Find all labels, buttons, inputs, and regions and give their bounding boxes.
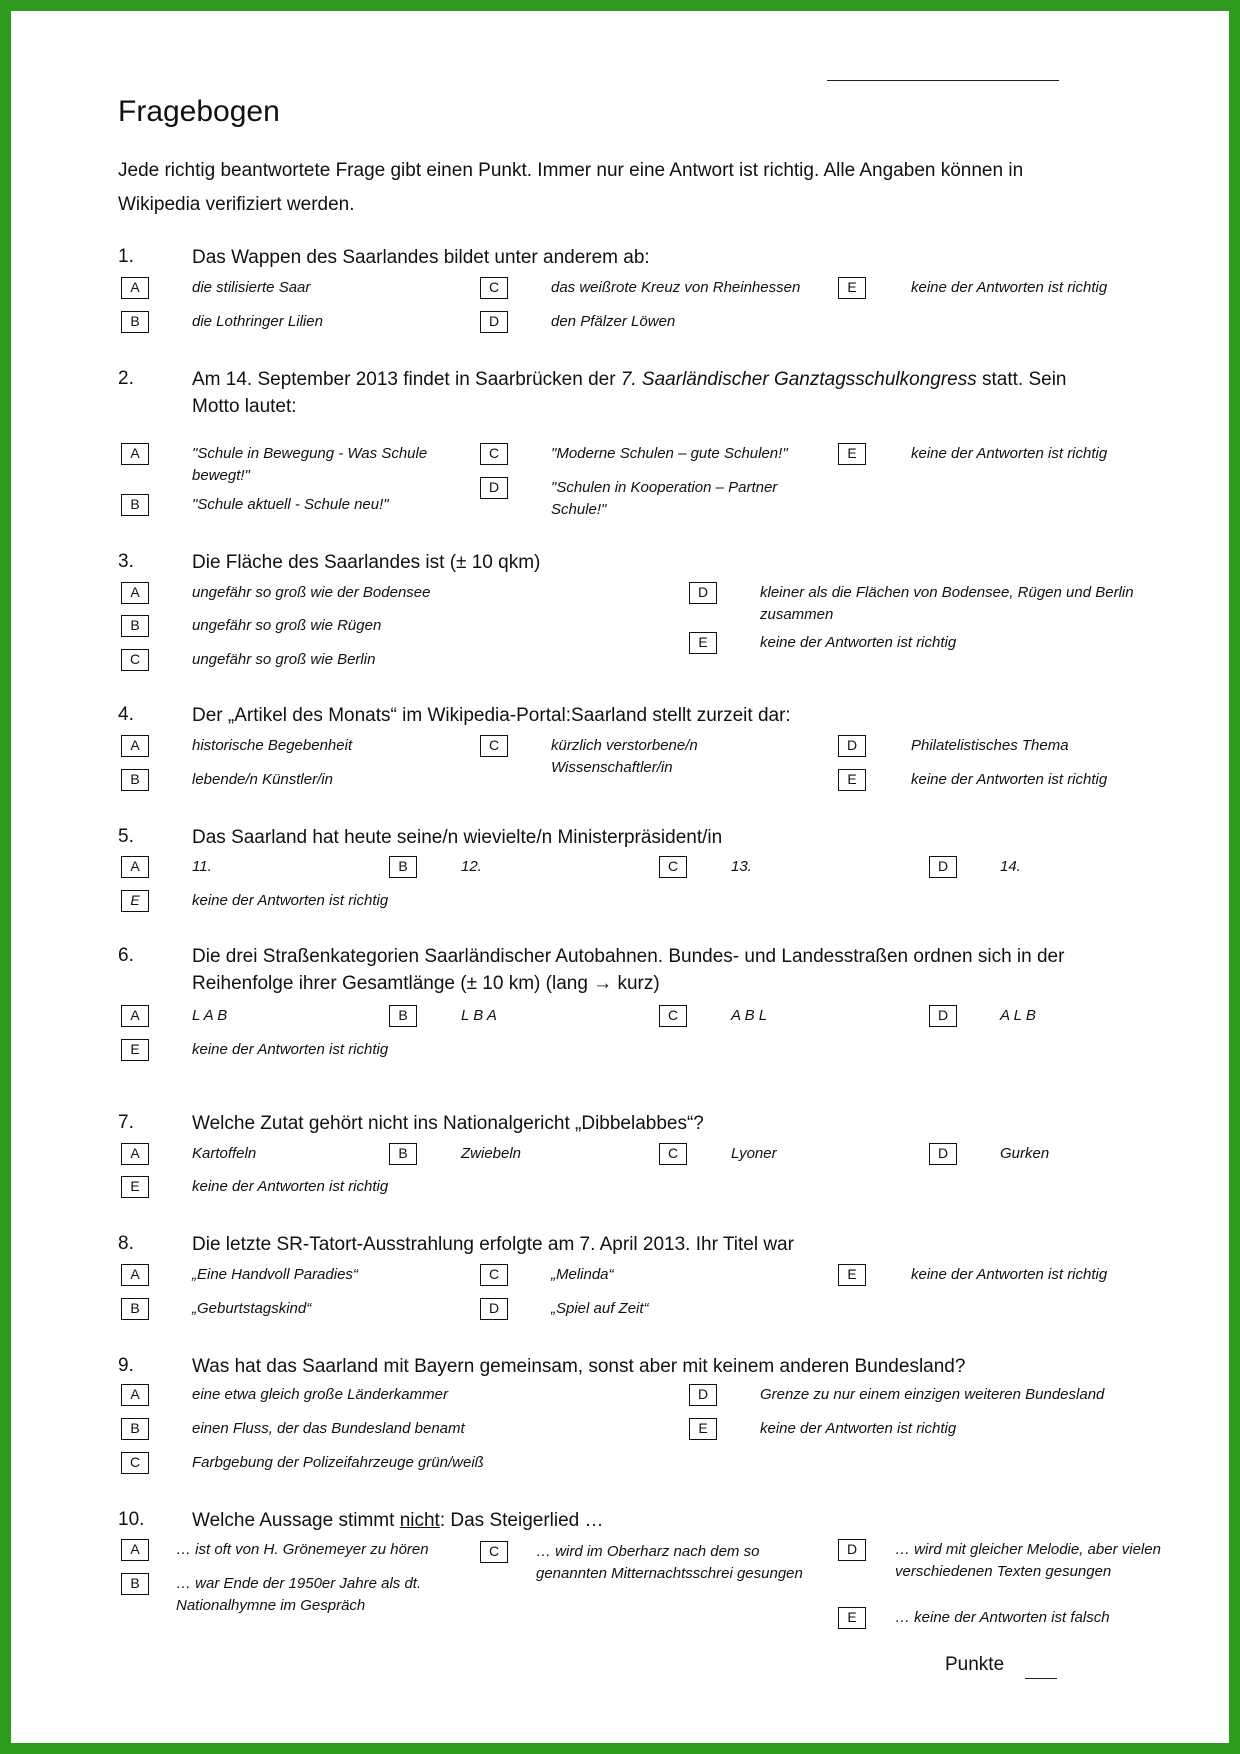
q4-option-d-checkbox[interactable]: D — [838, 735, 866, 757]
q7-option-b-checkbox[interactable]: B — [389, 1143, 417, 1165]
q8-option-d-label: „Spiel auf Zeit“ — [551, 1300, 649, 1317]
q2-option-d-label: "Schulen in Kooperation – Partner Schule!" — [551, 479, 778, 518]
q7-option-c-checkbox[interactable]: C — [659, 1143, 687, 1165]
q8-option-d-checkbox[interactable]: D — [480, 1298, 508, 1320]
question-5-number: 5. — [118, 826, 134, 847]
q7-option-e-label: keine der Antworten ist richtig — [192, 1178, 389, 1195]
q9-option-a-checkbox[interactable]: A — [121, 1384, 149, 1406]
q1-option-a-checkbox[interactable]: A — [121, 277, 149, 299]
q10-option-a-label: … ist oft von H. Grönemeyer zu hören — [176, 1541, 429, 1558]
question-9-text: Was hat das Saarland mit Bayern gemeinsam, sonst aber mit keinem anderen Bundesland? — [192, 1356, 966, 1377]
q2-option-b-checkbox[interactable]: B — [121, 494, 149, 516]
q6-option-e-checkbox[interactable]: E — [121, 1039, 149, 1061]
q6-option-a-label: L A B — [192, 1007, 228, 1024]
q8-option-a-label: „Eine Handvoll Paradies“ — [192, 1266, 358, 1283]
q5-option-c-checkbox[interactable]: C — [659, 856, 687, 878]
q6-option-d-checkbox[interactable]: D — [929, 1005, 957, 1027]
q2-option-e-checkbox[interactable]: E — [838, 443, 866, 465]
q8-option-c-checkbox[interactable]: C — [480, 1264, 508, 1286]
q10-option-d-checkbox[interactable]: D — [838, 1539, 866, 1561]
q9-option-e-checkbox[interactable]: E — [689, 1418, 717, 1440]
question-7-text: Welche Zutat gehört nicht ins Nationalgericht „Dibbelabbes“? — [192, 1113, 704, 1134]
q1-option-b-checkbox[interactable]: B — [121, 311, 149, 333]
q1-option-d-label: den Pfälzer Löwen — [551, 313, 676, 330]
q10-option-c-label: … wird im Oberharz nach dem so genannten Mitternachtsschrei gesungen — [536, 1543, 803, 1582]
q2-option-c-label: "Moderne Schulen – gute Schulen!" — [551, 445, 788, 462]
q5-option-a-label: 11. — [192, 858, 212, 875]
q2-option-c-checkbox[interactable]: C — [480, 443, 508, 465]
q6-option-b-label: L B A — [461, 1007, 497, 1024]
q3-option-d-label: kleiner als die Flächen von Bodensee, Rügen und Berlin zusammen — [760, 584, 1134, 623]
q10-option-a-checkbox[interactable]: A — [121, 1539, 149, 1561]
q3-option-e-checkbox[interactable]: E — [689, 632, 717, 654]
q7-option-e-checkbox[interactable]: E — [121, 1176, 149, 1198]
question-7-number: 7. — [118, 1112, 134, 1133]
name-line — [827, 80, 1059, 81]
q9-option-d-label: Grenze zu nur einem einzigen weiteren Bundesland — [760, 1386, 1105, 1403]
question-6-number: 6. — [118, 945, 134, 966]
q1-option-c-checkbox[interactable]: C — [480, 277, 508, 299]
q2-option-b-label: "Schule aktuell - Schule neu!" — [192, 496, 389, 513]
q8-option-b-label: „Geburtstagskind“ — [192, 1300, 312, 1317]
q7-option-d-label: Gurken — [1000, 1145, 1050, 1162]
q4-option-a-checkbox[interactable]: A — [121, 735, 149, 757]
q5-option-e-checkbox[interactable]: E — [121, 890, 149, 912]
q3-option-a-label: ungefähr so groß wie der Bodensee — [192, 584, 431, 601]
points-line — [1025, 1678, 1057, 1679]
q5-option-a-checkbox[interactable]: A — [121, 856, 149, 878]
question-2-number: 2. — [118, 368, 134, 389]
q10-option-b-label: … war Ende der 1950er Jahre als dt. Nationalhymne im Gespräch — [176, 1575, 422, 1614]
q4-option-c-checkbox[interactable]: C — [480, 735, 508, 757]
q5-option-d-checkbox[interactable]: D — [929, 856, 957, 878]
q7-option-d-checkbox[interactable]: D — [929, 1143, 957, 1165]
q2-option-a-checkbox[interactable]: A — [121, 443, 149, 465]
q9-option-c-label: Farbgebung der Polizeifahrzeuge grün/weiß — [192, 1454, 484, 1471]
q4-option-e-label: keine der Antworten ist richtig — [911, 771, 1108, 788]
q3-option-b-checkbox[interactable]: B — [121, 615, 149, 637]
points-label: Punkte — [945, 1654, 1005, 1675]
question-10-number: 10. — [118, 1509, 145, 1530]
q2-option-d-checkbox[interactable]: D — [480, 477, 508, 499]
q8-option-e-checkbox[interactable]: E — [838, 1264, 866, 1286]
q1-option-c-label: das weißrote Kreuz von Rheinhessen — [551, 279, 801, 296]
q3-option-c-checkbox[interactable]: C — [121, 649, 149, 671]
q7-option-b-label: Zwiebeln — [461, 1145, 522, 1162]
question-8-text: Die letzte SR-Tatort-Ausstrahlung erfolgte am 7. April 2013. Ihr Titel war — [192, 1234, 794, 1255]
q7-option-a-checkbox[interactable]: A — [121, 1143, 149, 1165]
q2-option-e-label: keine der Antworten ist richtig — [911, 445, 1108, 462]
q8-option-c-label: „Melinda“ — [551, 1266, 614, 1283]
q4-option-e-checkbox[interactable]: E — [838, 769, 866, 791]
q3-option-e-label: keine der Antworten ist richtig — [760, 634, 957, 651]
q10-option-b-checkbox[interactable]: B — [121, 1573, 149, 1595]
q9-option-c-checkbox[interactable]: C — [121, 1452, 149, 1474]
q10-option-e-label: … keine der Antworten ist falsch — [895, 1609, 1110, 1626]
q5-option-d-label: 14. — [1000, 858, 1021, 875]
q8-option-e-label: keine der Antworten ist richtig — [911, 1266, 1108, 1283]
q4-option-a-label: historische Begebenheit — [192, 737, 353, 754]
page-title: Fragebogen — [118, 95, 280, 128]
q8-option-a-checkbox[interactable]: A — [121, 1264, 149, 1286]
q10-option-d-label: … wird mit gleicher Melodie, aber vielen verschiedenen Texten gesungen — [895, 1541, 1161, 1580]
q7-option-c-label: Lyoner — [731, 1145, 777, 1162]
q6-option-a-checkbox[interactable]: A — [121, 1005, 149, 1027]
q5-option-b-label: 12. — [461, 858, 482, 875]
question-10-text: Welche Aussage stimmt nicht: Das Steigerlied … — [192, 1510, 604, 1531]
q3-option-d-checkbox[interactable]: D — [689, 582, 717, 604]
q4-option-b-checkbox[interactable]: B — [121, 769, 149, 791]
question-9-number: 9. — [118, 1355, 134, 1376]
question-4-number: 4. — [118, 704, 134, 725]
q6-option-c-label: A B L — [731, 1007, 768, 1024]
q2-option-a-label: "Schule in Bewegung - Was Schule bewegt!" — [192, 445, 428, 484]
q9-option-e-label: keine der Antworten ist richtig — [760, 1420, 957, 1437]
q9-option-b-checkbox[interactable]: B — [121, 1418, 149, 1440]
question-3-number: 3. — [118, 551, 134, 572]
q9-option-a-label: eine etwa gleich große Länderkammer — [192, 1386, 448, 1403]
question-3-text: Die Fläche des Saarlandes ist (± 10 qkm) — [192, 552, 541, 573]
question-6-text: Die drei Straßenkategorien Saarländischer Autobahnen. Bundes- und Landesstraßen ordnen sich in der Reihenfolge ihrer Gesamtlänge (± 10 km) (lang → kurz) — [192, 946, 1065, 994]
question-1-text: Das Wappen des Saarlandes bildet unter anderem ab: — [192, 247, 650, 268]
q7-option-a-label: Kartoffeln — [192, 1145, 257, 1162]
q4-option-b-label: lebende/n Künstler/in — [192, 771, 333, 788]
q3-option-b-label: ungefähr so groß wie Rügen — [192, 617, 382, 634]
question-4-text: Der „Artikel des Monats“ im Wikipedia-Portal:Saarland stellt zurzeit dar: — [192, 705, 791, 726]
q10-option-c-checkbox[interactable]: C — [480, 1541, 508, 1563]
q1-option-e-checkbox[interactable]: E — [838, 277, 866, 299]
q9-option-d-checkbox[interactable]: D — [689, 1384, 717, 1406]
q1-option-b-label: die Lothringer Lilien — [192, 313, 323, 330]
q8-option-b-checkbox[interactable]: B — [121, 1298, 149, 1320]
q3-option-a-checkbox[interactable]: A — [121, 582, 149, 604]
q10-option-e-checkbox[interactable]: E — [838, 1607, 866, 1629]
q1-option-d-checkbox[interactable]: D — [480, 311, 508, 333]
q6-option-d-label: A L B — [1000, 1007, 1036, 1024]
q6-option-b-checkbox[interactable]: B — [389, 1005, 417, 1027]
q4-option-d-label: Philatelistisches Thema — [911, 737, 1069, 754]
q3-option-c-label: ungefähr so groß wie Berlin — [192, 651, 376, 668]
q5-option-b-checkbox[interactable]: B — [389, 856, 417, 878]
q6-option-c-checkbox[interactable]: C — [659, 1005, 687, 1027]
q5-option-c-label: 13. — [731, 858, 752, 875]
q4-option-c-label: kürzlich verstorbene/n Wissenschaftler/in — [551, 737, 698, 776]
question-8-number: 8. — [118, 1233, 134, 1254]
q5-option-e-label: keine der Antworten ist richtig — [192, 892, 389, 909]
question-5-text: Das Saarland hat heute seine/n wievielte/n Ministerpräsident/in — [192, 827, 723, 848]
q1-option-e-label: keine der Antworten ist richtig — [911, 279, 1108, 296]
q1-option-a-label: die stilisierte Saar — [192, 279, 311, 296]
q6-option-e-label: keine der Antworten ist richtig — [192, 1041, 389, 1058]
question-1-number: 1. — [118, 246, 134, 267]
intro-text: Jede richtig beantwortete Frage gibt einen Punkt. Immer nur eine Antwort ist richtig. Alle Angaben können in Wikipedia verifiziert werden. — [118, 160, 1024, 215]
question-2-text: Am 14. September 2013 findet in Saarbrücken der 7. Saarländischer Ganztagsschulkongress statt. Sein Motto lautet: — [192, 369, 1067, 417]
q9-option-b-label: einen Fluss, der das Bundesland benamt — [192, 1420, 465, 1437]
